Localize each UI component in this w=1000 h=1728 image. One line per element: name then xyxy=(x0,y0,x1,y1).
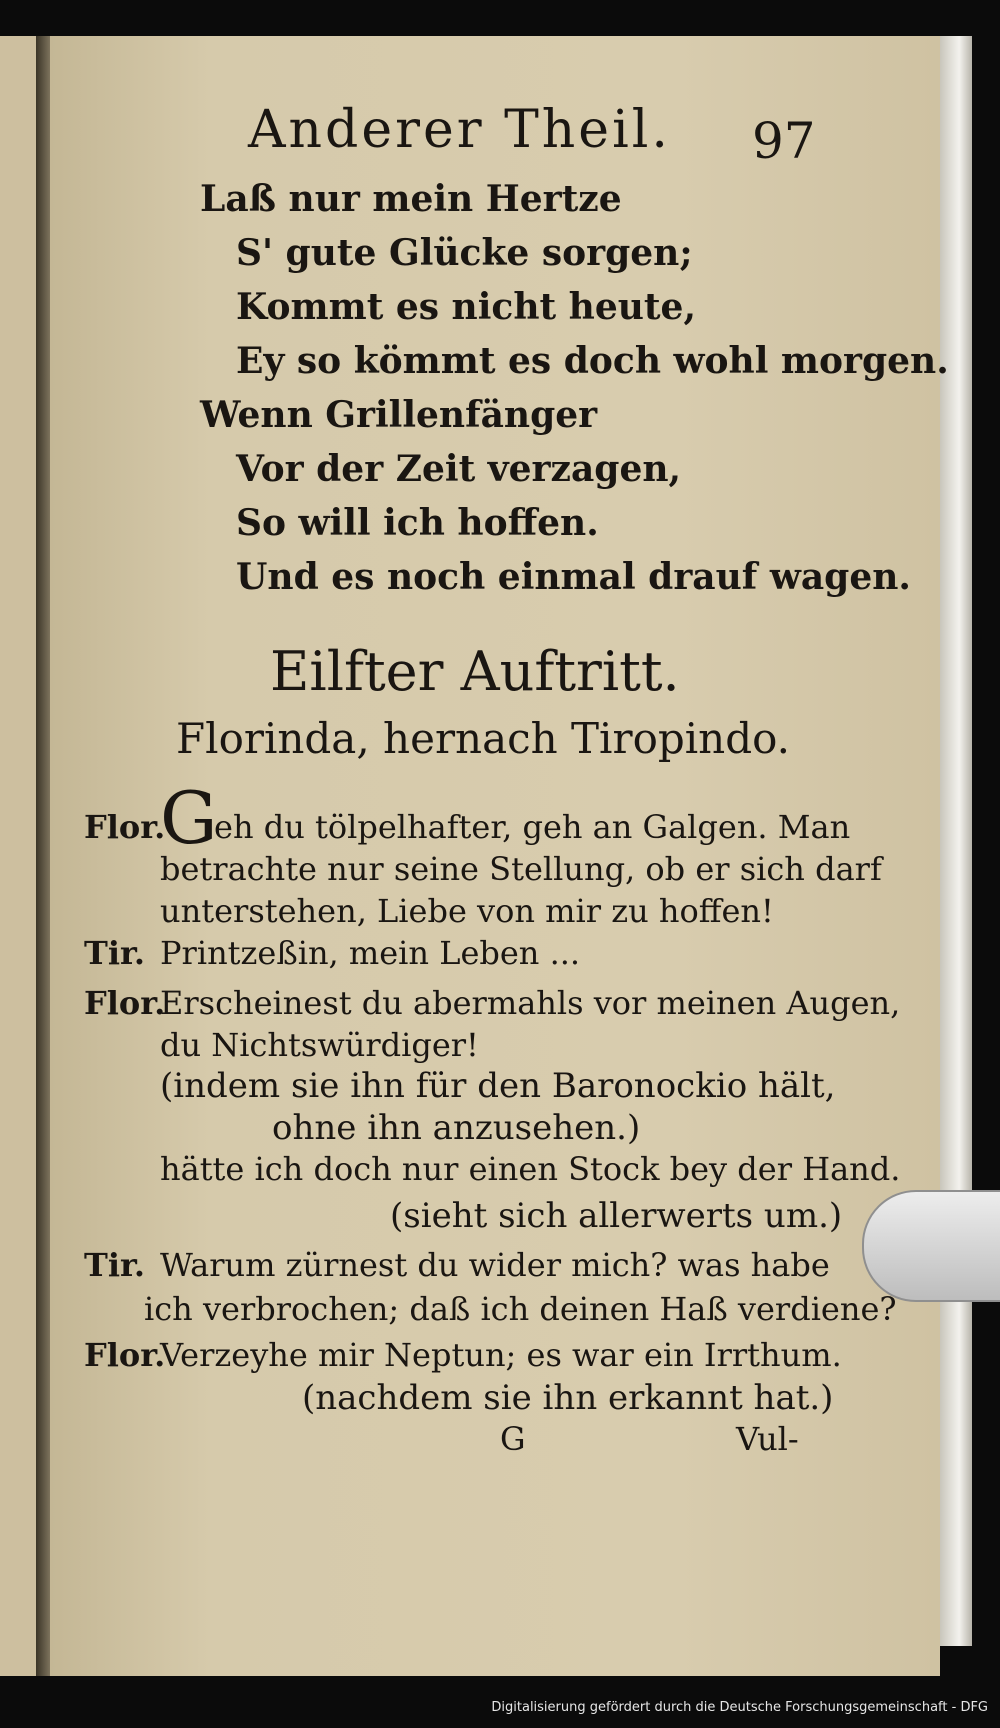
dialogue-line: Printzeßin, mein Leben ... xyxy=(160,934,581,972)
dialogue-line: eh du tölpelhafter, geh an Galgen. Man xyxy=(214,808,851,846)
verse-line: Und es noch einmal drauf wagen. xyxy=(236,556,911,598)
speaker-label: Flor. xyxy=(84,984,166,1022)
left-page-edge xyxy=(0,36,36,1676)
dialogue-line: ich verbrochen; daß ich deinen Haß verdiene? xyxy=(144,1290,897,1328)
page-clip xyxy=(862,1190,1000,1302)
signature-mark: G xyxy=(500,1420,526,1458)
speaker-label: Tir. xyxy=(84,934,146,972)
stage-direction: (nachdem sie ihn erkannt hat.) xyxy=(302,1378,834,1418)
dialogue-line: betrachte nur seine Stellung, ob er sich darf xyxy=(160,850,882,888)
verse-line: Vor der Zeit verzagen, xyxy=(236,448,682,490)
verse-line: Laß nur mein Hertze xyxy=(200,178,622,220)
dialogue-line: Warum zürnest du wider mich? was habe xyxy=(160,1246,830,1284)
page-number: 97 xyxy=(752,112,816,170)
verse-line: Wenn Grillenfänger xyxy=(200,394,598,436)
drop-cap: G xyxy=(160,776,218,860)
dialogue-line: du Nichtswürdiger! xyxy=(160,1026,479,1064)
dialogue-line: unterstehen, Liebe von mir zu hoffen! xyxy=(160,892,774,930)
verse-line: So will ich hoffen. xyxy=(236,502,599,544)
verse-line: Kommt es nicht heute, xyxy=(236,286,696,328)
speaker-label: Flor. xyxy=(84,1336,166,1374)
dialogue-line: hätte ich doch nur einen Stock bey der Hand. xyxy=(160,1150,901,1188)
verse-line: S' gute Glücke sorgen; xyxy=(236,232,693,274)
stage-direction: (sieht sich allerwerts um.) xyxy=(390,1196,843,1236)
dialogue-line: Erscheinest du abermahls vor meinen Augen, xyxy=(160,984,901,1022)
catchword: Vul- xyxy=(736,1420,799,1458)
book-spine xyxy=(36,36,50,1676)
verse-line: Ey so kömmt es doch wohl morgen. xyxy=(236,340,949,382)
digitization-note: Digitalisierung gefördert durch die Deutsche Forschungsgemeinschaft - DFG xyxy=(491,1700,988,1715)
page-stack-edge xyxy=(940,36,972,1646)
stage-direction: (indem sie ihn für den Baronockio hält, xyxy=(160,1066,836,1106)
speaker-label: Tir. xyxy=(84,1246,146,1284)
stage-direction: ohne ihn anzusehen.) xyxy=(272,1108,641,1148)
speaker-label: Flor. xyxy=(84,808,166,846)
running-title: Anderer Theil. xyxy=(248,100,671,160)
scene-subtitle: Florinda, hernach Tiropindo. xyxy=(176,714,791,763)
scene-title: Eilfter Auftritt. xyxy=(270,640,680,703)
dialogue-line: Verzeyhe mir Neptun; es war ein Irrthum. xyxy=(160,1336,842,1374)
